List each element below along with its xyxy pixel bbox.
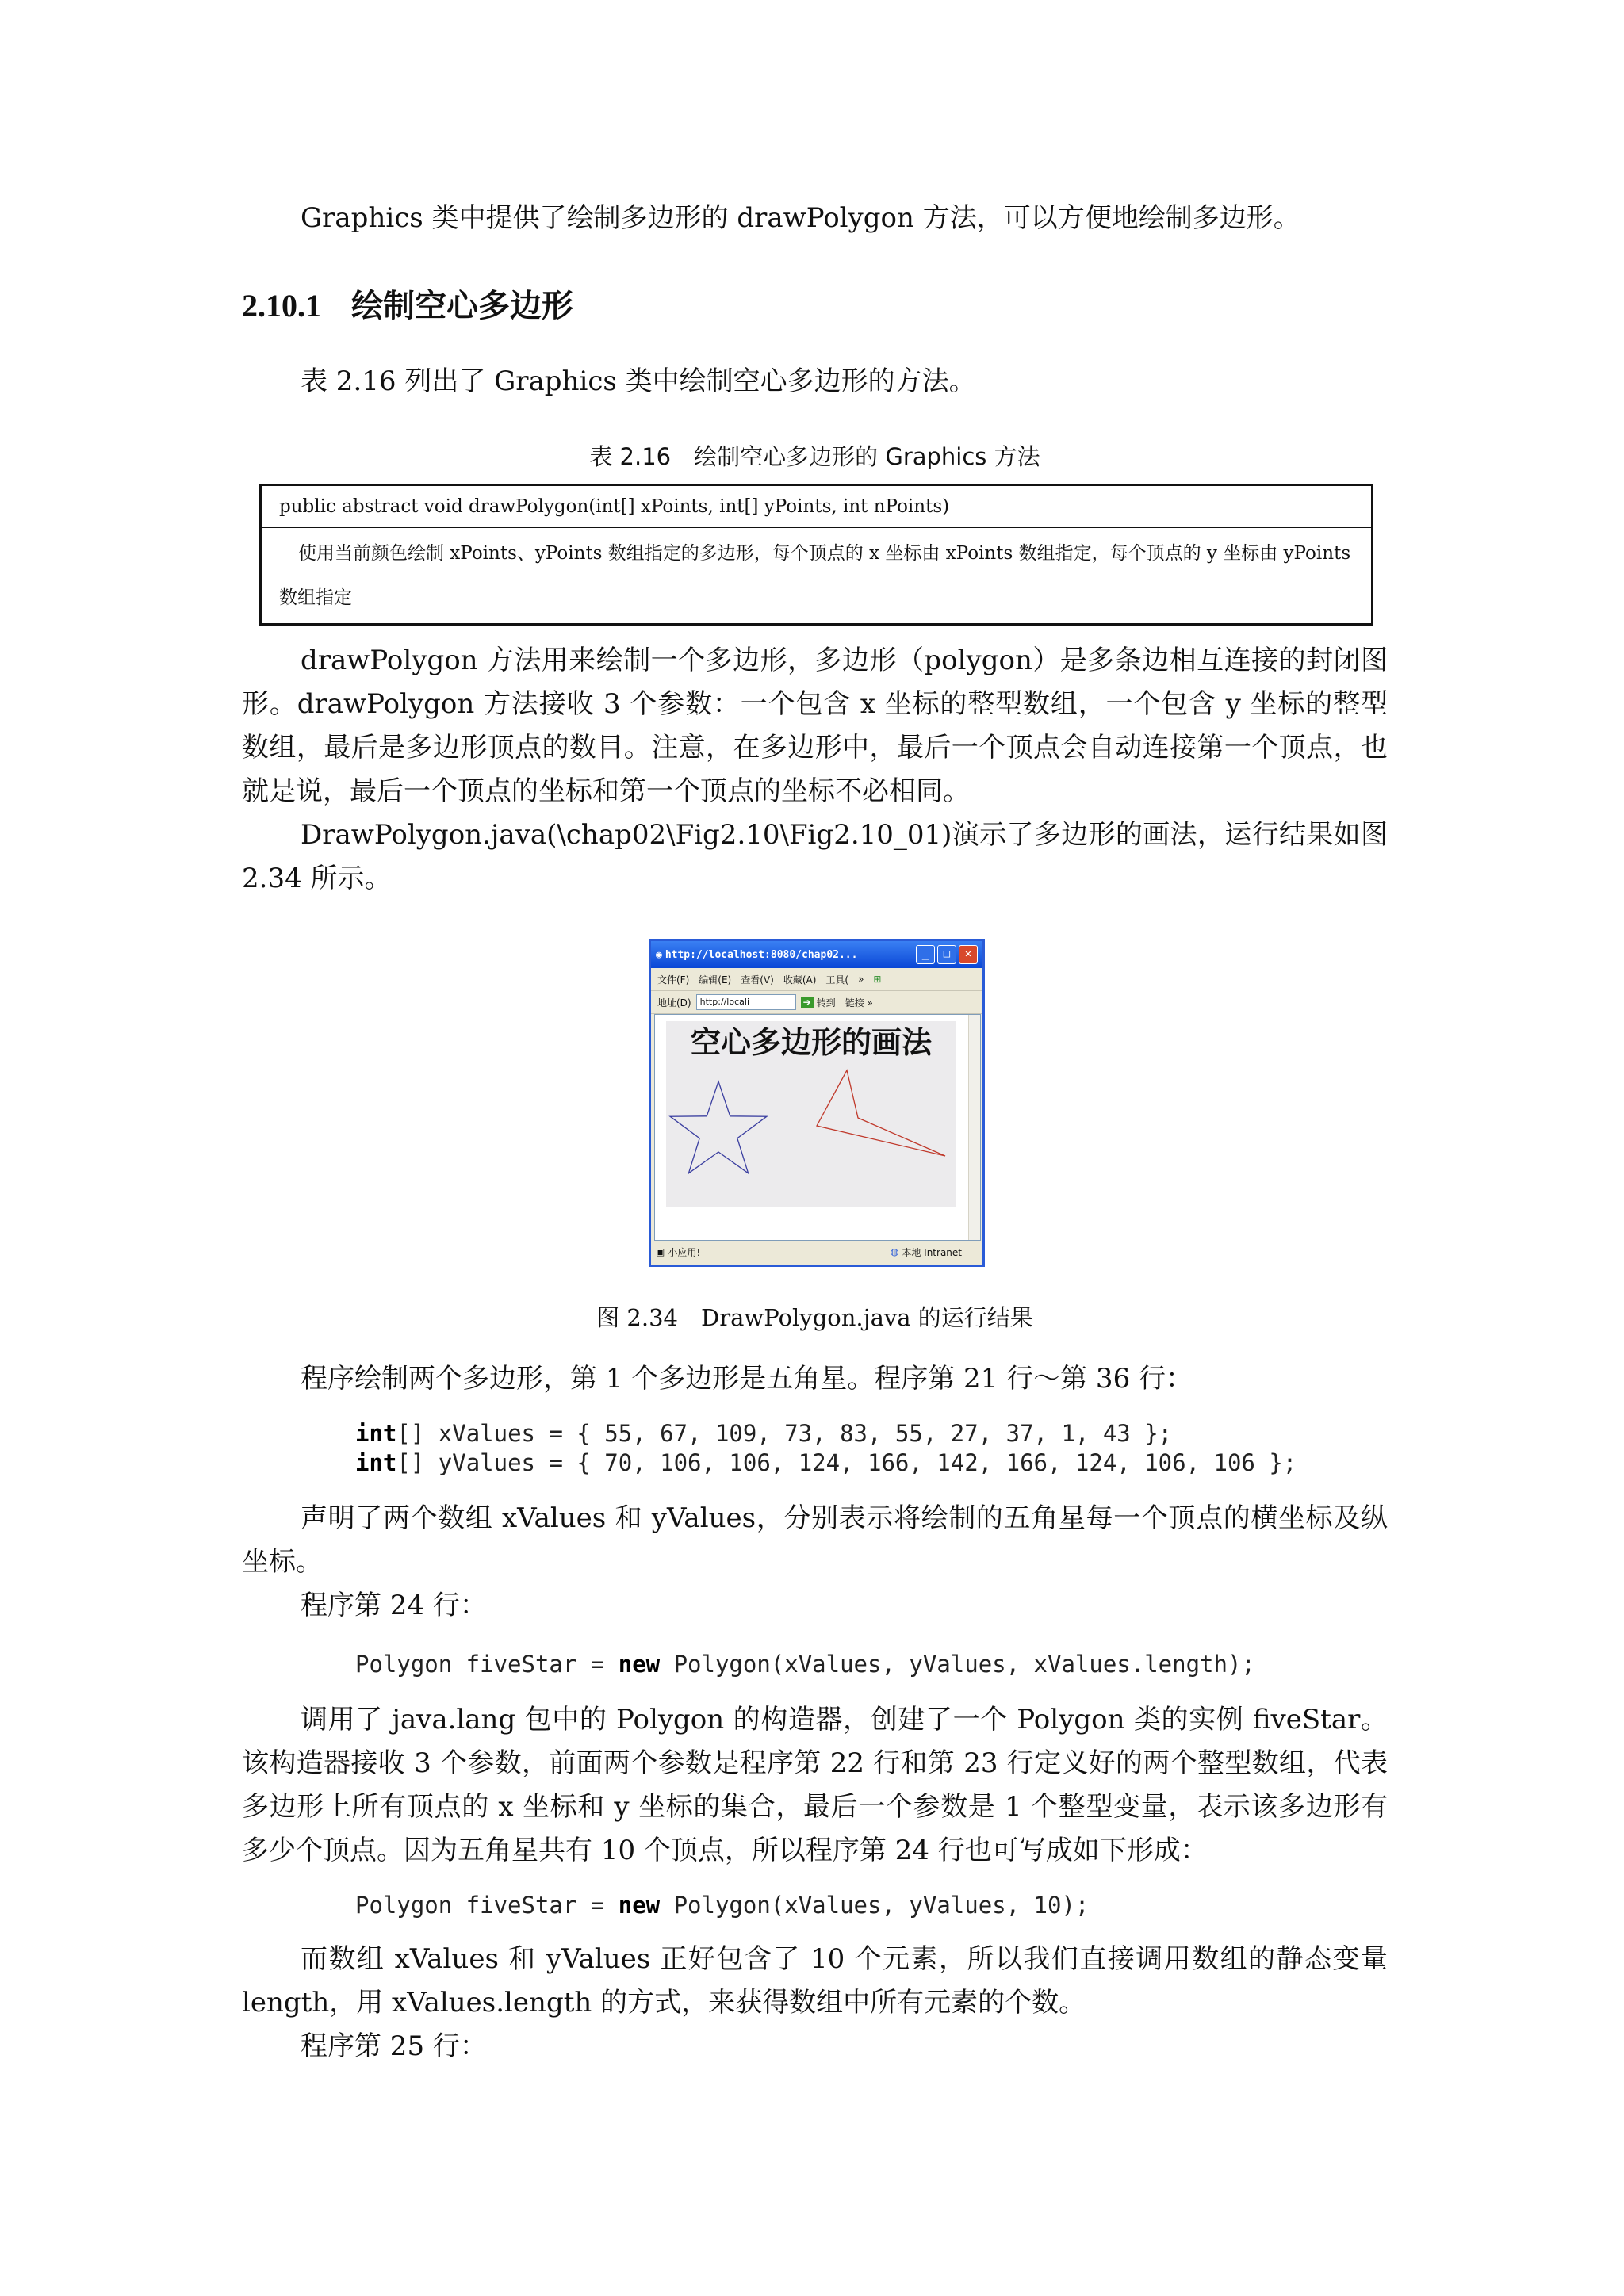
code-line: [] yValues = { 70, 106, 106, 124, 166, 142, 166, 124, 106, 106 }; [396, 1449, 1297, 1476]
browser-screenshot [649, 939, 985, 1267]
star-paragraph: 程序绘制两个多边形，第 1 个多边形是五角星。程序第 21 行～第 36 行： [301, 1363, 1193, 1395]
table-intro-paragraph: 表 2.16 列出了 Graphics 类中绘制空心多边形的方法。 [301, 365, 976, 397]
length-paragraph: 而数组 xValues 和 yValues 正好包含了 10 个元素，所以我们直接调用数组的静态变量 length，用 xValues.length 的方式，来获得数组中所有元素的个数。 [242, 1943, 1388, 2019]
table-row [261, 485, 1373, 528]
status-right: 本地 Intranet [902, 1246, 962, 1258]
close-icon: ✕ [959, 945, 978, 964]
applet-status-icon: ▣ [656, 1246, 665, 1257]
address-field: http://locali [696, 994, 796, 1010]
applet-title: 空心多边形的画法 [690, 1025, 933, 1060]
window-title: http://localhost:8080/chap02... [665, 948, 858, 961]
section-number: 2.10.1 [242, 288, 321, 323]
constructor-paragraph: 调用了 java.lang 包中的 Polygon 的构造器，创建了一个 Polygon 类的实例 fiveStar。该构造器接收 3 个参数，前面两个参数是程序第 22 行和第 23 行定义好的两个整型数组，代表多边形上所有顶点的 x 坐标和 y 坐标的集合，最后一个参数是 1 个整型变量，表示该多边形有多少个顶点。因为五角星共有 10 个顶点，所以程序第 24 行也可写成如下形成： [242, 1704, 1388, 1866]
code-block-polygon: Polygon fiveStar = new Polygon(xValues, yValues, xValues.length); [355, 1651, 1255, 1678]
intranet-icon: ◍ [890, 1246, 899, 1257]
menu-item: 文件(F) [657, 974, 690, 985]
method-signature: public abstract void drawPolygon(int[] xPoints, int[] yPoints, int nPoints) [261, 485, 1373, 528]
status-bar [651, 1239, 982, 1265]
intro-paragraph: Graphics 类中提供了绘制多边形的 drawPolygon 方法，可以方便地绘制多边形。 [301, 202, 1300, 234]
menu-item: 收藏(A) [783, 974, 817, 985]
method-description: 使用当前颜色绘制 xPoints、yPoints 数组指定的多边形，每个顶点的 x 坐标由 xPoints 数组指定，每个顶点的 y 坐标由 yPoints 数组指定 [261, 528, 1373, 625]
line25-paragraph: 程序第 25 行： [301, 2030, 487, 2062]
minimize-icon: _ [916, 945, 935, 964]
section-title: 绘制空心多边形 [351, 288, 573, 324]
address-label: 地址(D) [657, 997, 691, 1008]
figure-caption: 图 2.34 DrawPolygon.java 的运行结果 [596, 1304, 1033, 1331]
status-left: 小应用! [668, 1246, 701, 1258]
ie-icon: ◉ [656, 948, 662, 961]
links-label: 链接 » [845, 997, 873, 1008]
five-star-polygon [670, 1081, 767, 1173]
browser-viewport [654, 1014, 981, 1241]
go-label: 转到 [816, 997, 836, 1008]
go-arrow-icon: ➔ [801, 997, 814, 1008]
drawpolygon-paragraph: drawPolygon 方法用来绘制一个多边形，多边形（polygon）是多条边相互连接的封闭图形。drawPolygon 方法接收 3 个参数：一个包含 x 坐标的整型数组，一个包含 y 坐标的整型数组，最后是多边形顶点的数目。注意，在多边形中，最后一个顶点会自动连接第一个顶点，也就是说，最后一个顶点的坐标和第一个顶点的坐标不必相同。 [242, 645, 1388, 807]
code-keyword: new [618, 1892, 661, 1919]
code-block-arrays [355, 1419, 1297, 1478]
address-bar [651, 991, 982, 1014]
window-titlebar [651, 941, 982, 968]
line24-paragraph: 程序第 24 行： [301, 1590, 487, 1621]
menu-item: » [858, 974, 864, 985]
code-line: [] xValues = { 55, 67, 109, 73, 83, 55, 27, 37, 1, 43 }; [396, 1420, 1173, 1447]
hollow-polygon [817, 1070, 945, 1156]
method-table [259, 484, 1373, 626]
windows-logo-icon: ⊞ [873, 974, 882, 985]
code-keyword: int [355, 1449, 397, 1476]
menu-item: 查看(V) [741, 974, 774, 985]
table-row [261, 528, 1373, 625]
example-paragraph: DrawPolygon.java(\chap02\Fig2.10\Fig2.10_01)演示了多边形的画法，运行结果如图 2.34 所示。 [242, 819, 1388, 894]
applet-canvas [666, 1021, 956, 1207]
code-keyword: int [355, 1420, 397, 1447]
menu-item: 编辑(E) [699, 974, 732, 985]
menu-bar [651, 968, 982, 991]
menu-item: 工具( [825, 974, 849, 985]
code-keyword: new [618, 1651, 661, 1678]
section-heading [242, 281, 573, 326]
applet-drawing [666, 1021, 956, 1207]
table-caption: 表 2.16 绘制空心多边形的 Graphics 方法 [589, 443, 1040, 470]
arrays-paragraph: 声明了两个数组 xValues 和 yValues，分别表示将绘制的五角星每一个顶点的横坐标及纵坐标。 [242, 1502, 1388, 1578]
code-block-polygon-10: Polygon fiveStar = new Polygon(xValues, yValues, 10); [355, 1892, 1090, 1919]
scrollbar [968, 1015, 980, 1240]
maximize-icon: □ [937, 945, 956, 964]
